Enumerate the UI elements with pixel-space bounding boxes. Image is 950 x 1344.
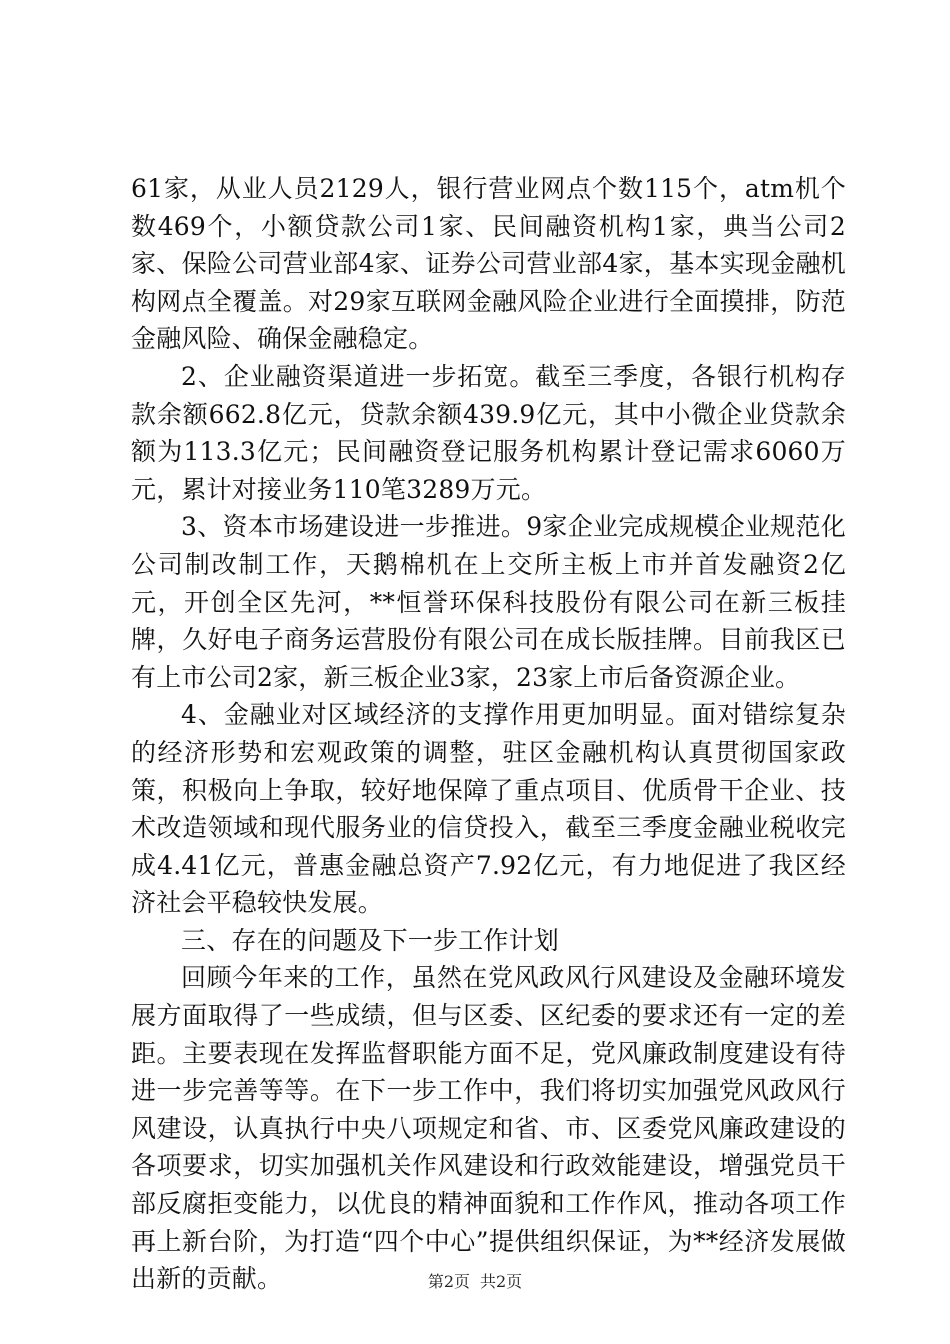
page-total: 共2页 (480, 1272, 523, 1291)
page-footer (0, 1272, 950, 1292)
document-body (131, 170, 846, 1298)
paragraph-capital-market: 3、资本市场建设进一步推进。9家企业完成规模企业规范化公司制改制工作，天鹅棉机在上交所主板上市并首发融资2亿元，开创全区先河，**恒誉环保科技股份有限公司在新三板挂牌，久好电子商务运营股份有限公司在成长版挂牌。目前我区已有上市公司2家，新三板企业3家，23家上市后备资源企业。 (131, 512, 846, 692)
paragraph-regional-economy: 4、金融业对区域经济的支撑作用更加明显。面对错综复杂的经济形势和宏观政策的调整，驻区金融机构认真贯彻国家政策，积极向上争取，较好地保障了重点项目、优质骨干企业、技术改造领域和现代服务业的信贷投入，截至三季度金融业税收完成4.41亿元，普惠金融总资产7.92亿元，有力地促进了我区经济社会平稳较快发展。 (131, 700, 846, 918)
paragraph-continuation: 61家，从业人员2129人，银行营业网点个数115个，atm机个数469个，小额贷款公司1家、民间融资机构1家，典当公司2家、保险公司营业部4家、证券公司营业部4家，基本实现金融机构网点全覆盖。对29家互联网金融风险企业进行全面摸排，防范金融风险、确保金融稳定。 (131, 174, 846, 354)
page-number: 第2页 (427, 1272, 470, 1291)
paragraph-financing-channels: 2、企业融资渠道进一步拓宽。截至三季度，各银行机构存款余额662.8亿元，贷款余额439.9亿元，其中小微企业贷款余额为113.3亿元；民间融资登记服务机构累计登记需求6060万元，累计对接业务110笔3289万元。 (131, 361, 846, 504)
section-heading-problems-plan: 三、存在的问题及下一步工作计划 (181, 925, 560, 955)
paragraph-review-plan: 回顾今年来的工作，虽然在党风政风行风建设及金融环境发展方面取得了一些成绩，但与区委、区纪委的要求还有一定的差距。主要表现在发挥监督职能方面不足，党风廉政制度建设有待进一步完善等等。在下一步工作中，我们将切实加强党风政风行风建设，认真执行中央八项规定和省、市、区委党风廉政建设的各项要求，切实加强机关作风建设和行政效能建设，增强党员干部反腐拒变能力，以优良的精神面貌和工作作风，推动各项工作再上新台阶，为打造“四个中心”提供组织保证，为**经济发展做出新的贡献。 (131, 963, 846, 1294)
